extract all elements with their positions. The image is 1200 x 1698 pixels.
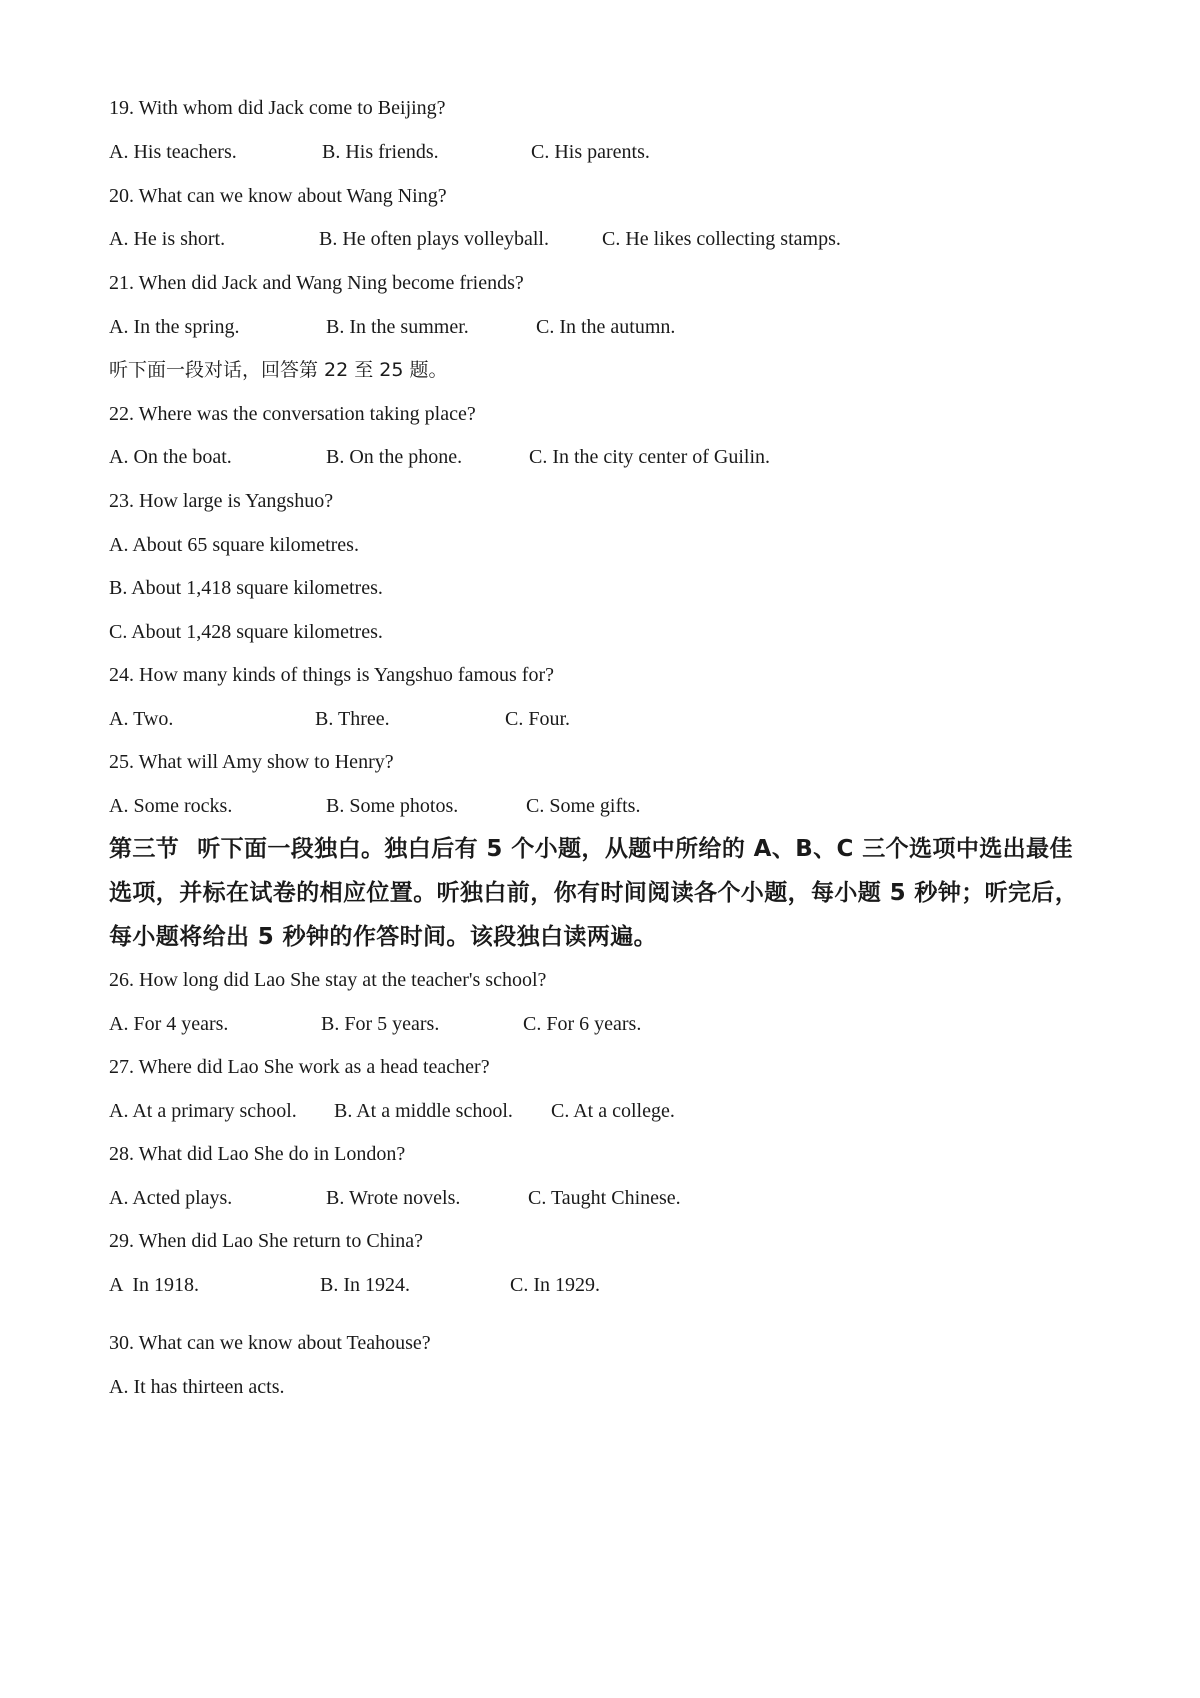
option-a: A In 1918. bbox=[109, 1274, 199, 1296]
option-c: C. In 1929. bbox=[510, 1274, 600, 1296]
section-text-line: 选项，并标在试卷的相应位置。听独白前，你有时间阅读各个小题，每小题 5 秒钟；听完后， bbox=[109, 880, 1079, 906]
question-stem: 30. What can we know about Teahouse? bbox=[109, 1332, 431, 1354]
option-b: B. Some photos. bbox=[326, 795, 459, 817]
option-c: C. He likes collecting stamps. bbox=[602, 228, 841, 250]
option-a: A. Acted plays. bbox=[109, 1187, 233, 1209]
section-heading bbox=[109, 836, 1073, 862]
question-stem: 26. How long did Lao She stay at the teacher's school? bbox=[109, 969, 547, 991]
question-stem: 24. How many kinds of things is Yangshuo famous for? bbox=[109, 664, 554, 686]
option-c: C. About 1,428 square kilometres. bbox=[109, 621, 383, 643]
option-a: A. In the spring. bbox=[109, 316, 240, 338]
question-stem: 29. When did Lao She return to China? bbox=[109, 1230, 424, 1252]
option-c: C. His parents. bbox=[531, 141, 650, 163]
option-b: B. Wrote novels. bbox=[326, 1187, 461, 1209]
question-stem: 21. When did Jack and Wang Ning become friends? bbox=[109, 272, 524, 294]
option-b: B. At a middle school. bbox=[334, 1100, 513, 1122]
question-stem: 19. With whom did Jack come to Beijing? bbox=[109, 97, 446, 119]
option-c: C. For 6 years. bbox=[523, 1013, 642, 1035]
option-a: A. On the boat. bbox=[109, 446, 232, 468]
question-stem: 27. Where did Lao She work as a head teacher? bbox=[109, 1056, 490, 1078]
section-instruction: 听下面一段对话，回答第 22 至 25 题。 bbox=[109, 359, 448, 381]
question-stem: 22. Where was the conversation taking place? bbox=[109, 403, 476, 425]
option-b: B. About 1,418 square kilometres. bbox=[109, 577, 383, 599]
option-b: B. He often plays volleyball. bbox=[319, 228, 549, 250]
option-b: B. In 1924. bbox=[320, 1274, 410, 1296]
question-stem: 23. How large is Yangshuo? bbox=[109, 490, 334, 512]
section-title: 第三节 bbox=[109, 836, 180, 862]
option-c: C. In the autumn. bbox=[536, 316, 676, 338]
option-b: B. In the summer. bbox=[326, 316, 469, 338]
option-c: C. Four. bbox=[505, 708, 571, 730]
question-stem: 25. What will Amy show to Henry? bbox=[109, 751, 394, 773]
option-c: C. At a college. bbox=[551, 1100, 675, 1122]
option-a: A. At a primary school. bbox=[109, 1100, 297, 1122]
question-stem: 28. What did Lao She do in London? bbox=[109, 1143, 406, 1165]
option-b: B. On the phone. bbox=[326, 446, 463, 468]
option-c: C. Taught Chinese. bbox=[528, 1187, 681, 1209]
option-c: C. Some gifts. bbox=[526, 795, 641, 817]
option-b: B. Three. bbox=[315, 708, 390, 730]
option-a: A. Two. bbox=[109, 708, 174, 730]
section-text: 听下面一段独白。独白后有 5 个小题，从题中所给的 A、B、C 三个选项中选出最佳 bbox=[197, 836, 1073, 862]
option-b: B. His friends. bbox=[322, 141, 439, 163]
question-stem: 20. What can we know about Wang Ning? bbox=[109, 185, 447, 207]
option-a: A. About 65 square kilometres. bbox=[109, 534, 359, 556]
option-a: A. His teachers. bbox=[109, 141, 237, 163]
option-b: B. For 5 years. bbox=[321, 1013, 440, 1035]
option-a: A. For 4 years. bbox=[109, 1013, 229, 1035]
option-c: C. In the city center of Guilin. bbox=[529, 446, 771, 468]
option-a: A. He is short. bbox=[109, 228, 226, 250]
option-a: A. It has thirteen acts. bbox=[109, 1376, 285, 1398]
option-a: A. Some rocks. bbox=[109, 795, 233, 817]
section-text-line: 每小题将给出 5 秒钟的作答时间。该段独白读两遍。 bbox=[109, 924, 658, 950]
